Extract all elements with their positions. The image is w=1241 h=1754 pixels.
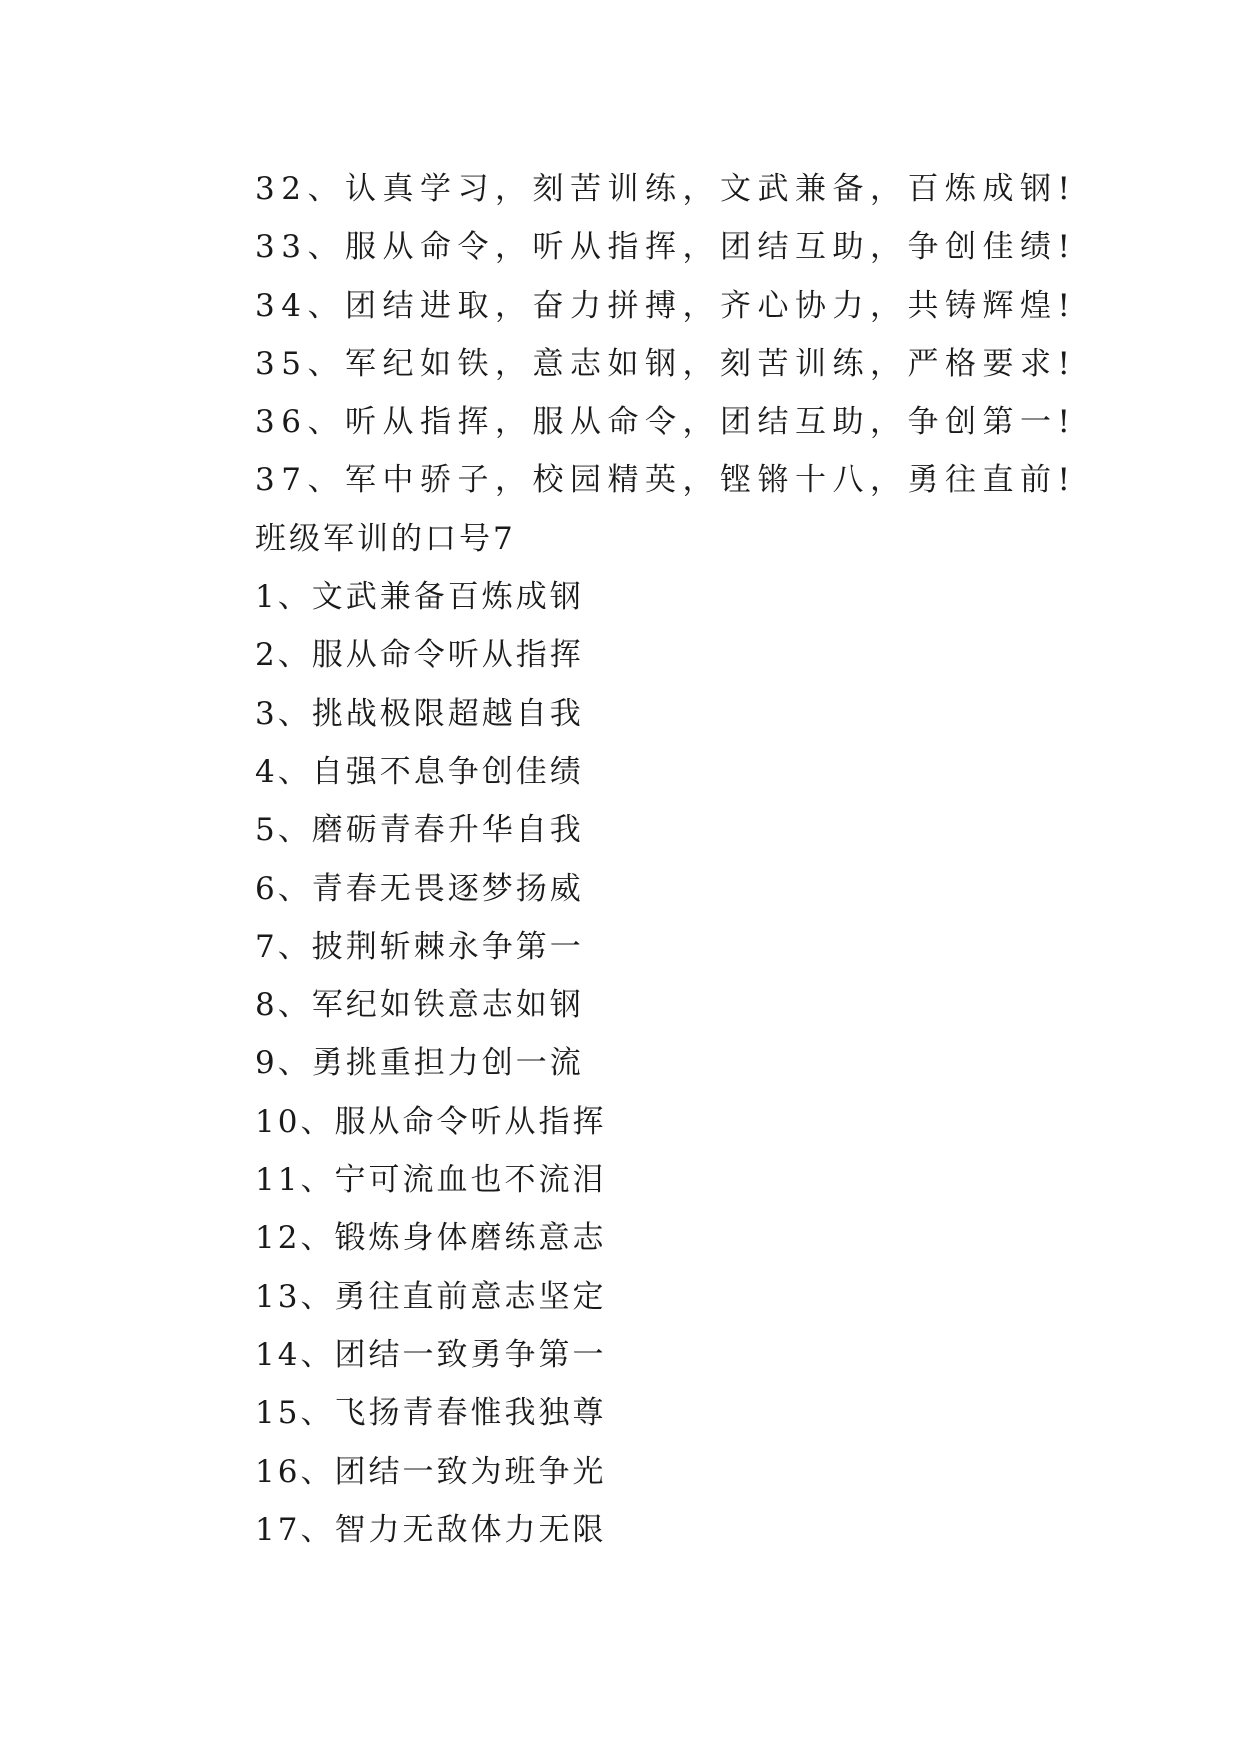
slogan-line-2: 2、服从命令听从指挥 [255,637,584,674]
slogan-line-15: 15、飞扬青春惟我独尊 [255,1395,607,1432]
slogan-line-16: 16、团结一致为班争光 [255,1453,607,1490]
slogan-line-14: 14、团结一致勇争第一 [255,1336,607,1373]
slogan-line-11: 11、宁可流血也不流泪 [255,1162,607,1199]
slogan-line-35: 35、军纪如铁，意志如钢，刻苦训练，严格要求! [255,345,1077,382]
slogan-line-32: 32、认真学习，刻苦训练，文武兼备，百炼成钢! [255,171,1077,207]
slogan-line-8: 8、军纪如铁意志如钢 [255,987,584,1024]
slogan-line-5: 5、磨砺青春升华自我 [255,812,584,849]
slogan-line-9: 9、勇挑重担力创一流 [255,1045,584,1082]
slogan-line-17: 17、智力无敌体力无限 [255,1511,607,1548]
slogan-line-36: 36、听从指挥，服从命令，团结互助，争创第一! [255,404,1077,441]
slogan-line-4: 4、自强不息争创佳绩 [255,753,584,790]
slogan-line-7: 7、披荆斩棘永争第一 [255,928,584,965]
slogan-line-37: 37、军中骄子，校园精英，铿锵十八，勇往直前! [255,462,1077,499]
slogan-line-3: 3、挑战极限超越自我 [255,695,584,732]
slogan-line-1: 1、文武兼备百炼成钢 [255,579,584,616]
section-heading: 班级军训的口号7 [255,520,516,557]
slogan-line-13: 13、勇往直前意志坚定 [255,1278,607,1315]
slogan-line-6: 6、青春无畏逐梦扬威 [255,870,584,907]
slogan-line-33: 33、服从命令，听从指挥，团结互助，争创佳绩! [255,229,1077,266]
slogan-line-12: 12、锻炼身体磨练意志 [255,1220,607,1257]
document-body [255,160,1077,1559]
slogan-line-10: 10、服从命令听从指挥 [255,1103,607,1140]
slogan-line-34: 34、团结进取，奋力拼搏，齐心协力，共铸辉煌! [255,287,1077,324]
